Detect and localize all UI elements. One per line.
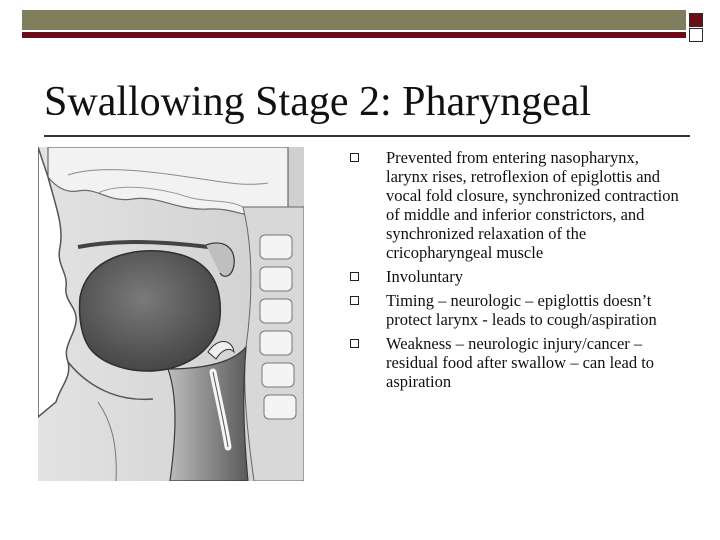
crimson-bar	[22, 32, 686, 38]
bullet-text: Prevented from entering nasopharynx, larynx rises, retroflexion of epiglottis and vocal fold closure, synchronized contraction of middle and inferior constrictors, and synchronized relaxation of the cricopharyngeal muscle	[386, 148, 679, 262]
pharyngeal-swallow-illustration	[38, 147, 304, 481]
bullet-item	[348, 267, 680, 286]
bullet-list	[348, 148, 680, 391]
title-divider	[44, 135, 690, 137]
bullet-item	[348, 334, 680, 391]
hollow-square-bullet-icon	[350, 339, 359, 348]
bullet-item	[348, 148, 680, 262]
top-decorative-bar	[22, 10, 686, 38]
bullet-text: Timing – neurologic – epiglottis doesn’t protect larynx - leads to cough/aspiration	[386, 291, 657, 329]
corner-square-filled	[689, 13, 703, 27]
slide-title: Swallowing Stage 2: Pharyngeal	[44, 79, 592, 125]
bullet-item	[348, 291, 680, 329]
bullet-text: Involuntary	[386, 267, 463, 286]
hollow-square-bullet-icon	[350, 153, 359, 162]
olive-bar	[22, 10, 686, 30]
hollow-square-bullet-icon	[350, 272, 359, 281]
bullet-text: Weakness – neurologic injury/cancer – residual food after swallow – can lead to aspiration	[386, 334, 655, 391]
corner-square-empty	[689, 28, 703, 42]
hollow-square-bullet-icon	[350, 296, 359, 305]
